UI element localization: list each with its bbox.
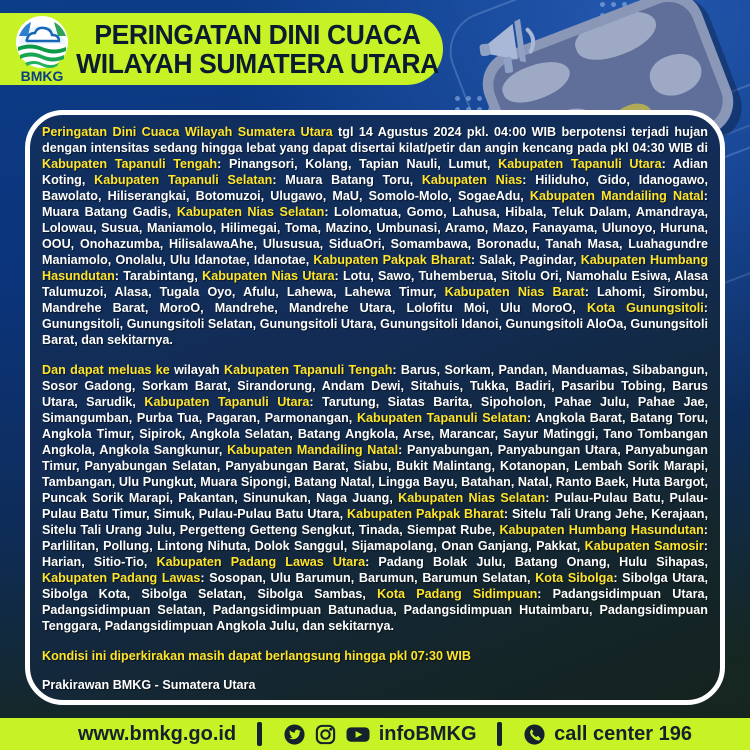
bmkg-logo [14, 14, 72, 84]
warning-text: tgl 14 Agustus 2024 pkl. 04:00 WIB berpotensi terjadi hujan dengan intensitas sedang hingga lebat yang dapat disertai kilat/petir dan angin kencang pada pkl 04:30 WIB di [42, 125, 708, 155]
highlighted-region-name: Kota Gunungsitoli [586, 301, 704, 315]
footer-divider [257, 722, 262, 746]
warning-text: : Barus, Sorkam, Pandan, Manduamas, Sibabangun, Sosor Gadong, Sorkam Barat, Sirandorung, Andam Dewi, Sitahuis, Tukka, Badiri, Pasaribu Tobing, Barus Utara, Sarudik, [42, 363, 708, 409]
warning-text: : Tarutung, Siatas Barita, Sipoholon, Pahae Julu, Pahae Jae, Simangumban, Purba Tua, Pagaran, Parmonangan, [42, 395, 708, 425]
highlighted-region-name: Kabupaten Nias Barat [444, 285, 585, 299]
footer-call-center [523, 723, 692, 746]
megaphone-icon [474, 11, 552, 84]
warning-text: : Adian Koting, [42, 157, 708, 187]
highlighted-region-name: Kabupaten Nias Utara [202, 269, 335, 283]
highlighted-region-name: Kabupaten Tapanuli Tengah [42, 157, 218, 171]
poster-title-line2: WILAYAH SUMATERA UTARA [76, 47, 439, 80]
warning-text: wilayah [169, 363, 224, 377]
warning-text: : Sosopan, Ulu Barumun, Barumun, Barumun Selatan, [200, 571, 536, 585]
highlighted-region-name: Kabupaten Pakpak Bharat [346, 507, 504, 521]
highlighted-region-name: Kabupaten Pakpak Bharat [313, 253, 471, 267]
warning-paragraph-current [42, 124, 708, 348]
highlighted-region-name: Kabupaten Padang Lawas Utara [156, 555, 366, 569]
warning-text: : Panyabungan, Panyabungan Utara, Panyabungan Timur, Panyabungan Selatan, Panyabungan Barat, Siabu, Bukit Malintang, Kotanopan, Lembah Sorik Marapi, Tambangan, Ulu Pungkut, Muara Sipongi, Batang Natal, Lingga Bayu, Batahan, Natal, Ranto Baek, Huta Bargot, Puncak Sorik Marapi, Pakantan, Sinunukan, Naga Juang, [42, 443, 708, 505]
highlighted-region-name: Kabupaten Tapanuli Selatan [356, 411, 527, 425]
footer-social [283, 723, 477, 746]
warning-text: : Salak, Pagindar, [470, 253, 581, 267]
website-url: www.bmkg.go.id [78, 722, 237, 745]
warning-text: : Tarabintang, [114, 269, 203, 283]
warning-text: : Parlilitan, Pollung, Lintong Nihuta, Dolok Sanggul, Sijamapolang, Onan Ganjang, Pakkat, [42, 523, 708, 553]
highlighted-region-name: Dan dapat meluas ke [42, 363, 170, 377]
highlighted-region-name: Kota Padang Sidimpuan [377, 587, 538, 601]
forecaster-signature: Prakirawan BMKG - Sumatera Utara [42, 678, 256, 692]
highlighted-region-name: Kabupaten Humbang Hasundutan [42, 253, 709, 283]
warning-text: : Lolomatua, Gomo, Lahusa, Hibala, Teluk Dalam, Amandraya, Lolowau, Susua, Maniamolo, Hilimegai, Toma, Mazino, Umbunasi, Aramo, Mazo, Fanayama, Ulunoyo, Huruna, OOU, Onohazumba, HilisalawaAhe, Ulususua, SiduaOri, Somambawa, Boronadu, Tanah Masa, Luahagundre Maniamolo, Onolalu, Ulu Idanotae, Idanotae, [42, 205, 708, 267]
warning-text: : Muara Batang Gadis, [42, 189, 708, 219]
footer-bar [0, 718, 750, 750]
warning-text: : Pinangsori, Kolang, Tapian Nauli, Lumut, [217, 157, 499, 171]
warning-text: : Sitelu Tali Urang Jehe, Kerajaan, Sitelu Tali Urang Julu, Pergetteng Getteng Sengkut, Tinada, Siempat Rube, [42, 507, 708, 537]
warning-text: : Sibolga Utara, Sibolga Kota, Sibolga Selatan, Sibolga Sambas, [42, 571, 708, 601]
warning-text: : Pulau-Pulau Batu, Pulau-Pulau Batu Timur, Simuk, Pulau-Pulau Batu Utara, [42, 491, 708, 521]
highlighted-region-name: Kabupaten Tapanuli Utara [144, 395, 310, 409]
footer-website [78, 723, 236, 746]
warning-paragraph-expansion [42, 362, 708, 634]
warning-card [25, 110, 725, 705]
social-handle: infoBMKG [378, 722, 477, 745]
duration-note: Kondisi ini diperkirakan masih dapat berlangsung hingga pkl 07:30 WIB [42, 649, 471, 663]
warning-text: : Gunungsitoli, Gunungsitoli Selatan, Gunungsitoli Utara, Gunungsitoli Idanoi, Gunungsitoli AloOa, Gunungsitoli Barat, dan sekitarnya. [42, 301, 708, 347]
footer-divider [497, 722, 502, 746]
highlighted-region-name: Kabupaten Humbang Hasundutan [499, 523, 704, 537]
highlighted-region-name: Kabupaten Samosir [584, 539, 704, 553]
highlighted-region-name: Kabupaten Nias Selatan [176, 205, 325, 219]
phone-icon [523, 723, 546, 746]
warning-text: : Padangsidimpuan Utara, Padangsidimpuan Selatan, Padangsidimpuan Batunadua, Padangsidimpuan Hutaimbaru, Padangsidimpuan Tenggara, Padangsidimpuan Angkola Julu, dan sekitarnya. [42, 587, 708, 633]
youtube-icon [345, 723, 371, 746]
warning-text: : Harian, Sitio-Tio, [42, 539, 708, 569]
twitter-icon [283, 723, 306, 746]
warning-text: : Padang Bolak Julu, Batang Onang, Hulu Sihapas, [365, 555, 708, 569]
highlighted-region-name: Kabupaten Tapanuli Selatan [94, 173, 273, 187]
highlighted-region-name: Kabupaten Padang Lawas [42, 571, 201, 585]
highlighted-region-name: Kota Sibolga [535, 571, 614, 585]
warning-text: : Hiliduho, Gido, Idanogawo, Bawolato, Hiliserangkai, Botomuzoi, Ulugawo, MaU, Somolo-Molo, SogaeAdu, [42, 173, 708, 203]
header-banner [0, 13, 443, 85]
call-center-label: call center 196 [554, 722, 692, 745]
highlighted-region-name: Kabupaten Nias [421, 173, 523, 187]
highlighted-region-name: Peringatan Dini Cuaca Wilayah Sumatera Utara [42, 125, 333, 139]
highlighted-region-name: Kabupaten Nias Selatan [398, 491, 546, 505]
highlighted-region-name: Kabupaten Tapanuli Tengah [223, 363, 393, 377]
instagram-icon [314, 723, 337, 746]
highlighted-region-name: Kabupaten Mandailing Natal [227, 443, 399, 457]
highlighted-region-name: Kabupaten Mandailing Natal [529, 189, 704, 203]
warning-text: : Lotu, Sawo, Tuhemberua, Sitolu Ori, Namohalu Esiwa, Alasa Talumuzoi, Alasa, Tugala Oyo, Afulu, Lahewa, Lahewa Timur, [42, 269, 709, 299]
warning-text: : Angkola Barat, Batang Toru, Angkola Timur, Sipirok, Angkola Selatan, Batang Angkola, Arse, Marancar, Sayur Matinggi, Tano Tombangan Angkola, Angkola Sangkunur, [42, 411, 709, 457]
warning-text: : Lahomi, Sirombu, Mandrehe Barat, MoroO, Mandrehe, Mandrehe Utara, Lolofitu Moi, Ulu MoroO, [42, 285, 708, 315]
highlighted-region-name: Kabupaten Tapanuli Utara [498, 157, 662, 171]
warning-text: : Muara Batang Toru, [272, 173, 422, 187]
poster-title-line1: PERINGATAN DINI CUACA [94, 18, 421, 51]
poster-title [72, 20, 443, 78]
bmkg-logo-text: BMKG [20, 68, 64, 84]
